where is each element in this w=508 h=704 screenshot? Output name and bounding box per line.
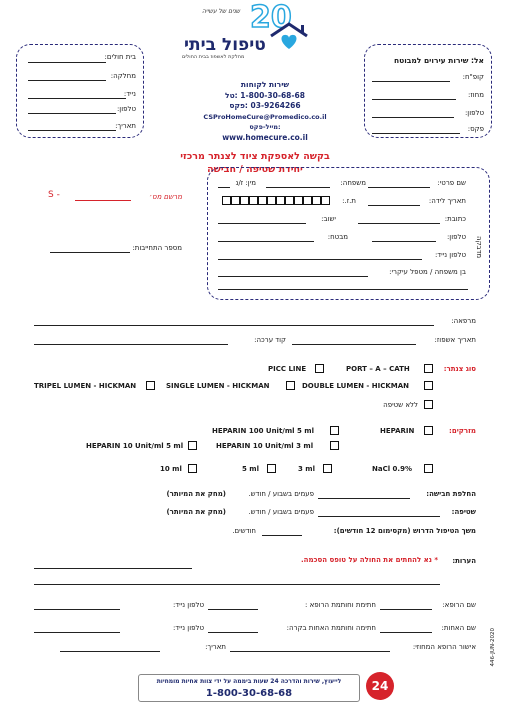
kit-code-label: קוד ערכה: [254, 336, 286, 344]
phone-label: טלפון: [116, 105, 136, 113]
no-flush-label: ללא שטיפה [383, 401, 418, 409]
first-name-label: שם פרטי: [437, 179, 466, 187]
contact-web: www.homecure.co.il [222, 132, 308, 142]
checkbox-10ml[interactable] [188, 464, 197, 473]
prescription-label: מרשם מס׳ [149, 193, 182, 201]
prescription-field[interactable] [75, 200, 131, 201]
id-label: ת.ז.: [342, 197, 356, 205]
catheter-label: סוג צנתר: [443, 365, 476, 373]
notes-field-1[interactable] [34, 568, 192, 569]
district-label: מחוז: [467, 91, 484, 99]
sign-date-label: תאריך: [205, 643, 226, 651]
department-label: מחלקה: [110, 72, 136, 80]
opt-port-label: PORT – A – CATH [346, 365, 410, 373]
duration-label: משך הטיפול הדרוש (מקסימום 12 חודשים): [333, 527, 476, 535]
last-name-label: משפחה: [340, 179, 366, 187]
dressing-field[interactable] [318, 498, 410, 499]
house-heart-icon [268, 22, 310, 52]
ml3-label: 3 ml [298, 465, 316, 473]
nurse-mobile-field[interactable] [34, 632, 120, 633]
checkbox-nacl[interactable] [424, 464, 433, 473]
first-name-field[interactable] [368, 187, 430, 188]
prescription-prefix: S - [48, 190, 60, 200]
admit-date-field[interactable] [292, 344, 416, 345]
doctor-mobile-label: טלפון נייד: [172, 601, 204, 609]
ml5-label: 5 ml [242, 465, 260, 473]
opt-tripel-label: TRIPEL LUMEN - HICKMAN [34, 382, 137, 390]
doctor-name-label: שם הרופא: [442, 601, 476, 609]
dressing-per-week: פעמים בשבוע / חודש. [248, 490, 314, 498]
heading-line1: בקשה לאספקת ציוד לצנתר מרכזי [180, 151, 330, 162]
checkbox-h100-5[interactable] [330, 426, 339, 435]
rb-phone-field[interactable] [372, 117, 454, 118]
brand-tagline: שנים של עשייה [202, 8, 241, 15]
pt-mobile-label: טלפון נייד: [434, 251, 466, 259]
extra-field[interactable] [218, 289, 468, 290]
footer-phone: 1-800-30-68-68 [205, 688, 293, 699]
family-field[interactable] [218, 276, 368, 277]
sign-date-field[interactable] [60, 651, 160, 652]
id-digit-boxes[interactable] [222, 196, 334, 205]
kupah-field[interactable] [372, 81, 450, 82]
mobile-field[interactable] [28, 98, 126, 99]
heading-line2: יחידת שטיפה / חבישה [207, 164, 303, 175]
checkbox-5ml[interactable] [267, 464, 276, 473]
checkbox-h10-5[interactable] [188, 441, 197, 450]
clinic-field[interactable] [34, 325, 434, 326]
h10-5-label: HEPARIN 10 Unit/ml 5 ml [86, 442, 184, 450]
checkbox-h10-3[interactable] [330, 441, 339, 450]
pt-phone-field[interactable] [372, 241, 436, 242]
nurse-sig-label: חתימה וחותמת האחות בקרה: [286, 624, 376, 632]
contact-fax: 03-9264266 :פקס [229, 101, 301, 110]
date-field[interactable] [28, 130, 116, 131]
commitment-field[interactable] [50, 252, 130, 253]
badge-24-icon [366, 672, 394, 700]
contact-phone: 1-800-30-68-68 :טל [225, 90, 305, 100]
form-code: 446-JUN-2020 [490, 628, 496, 667]
checkbox-port[interactable] [424, 364, 433, 373]
dob-label: תאריך לידה: [428, 197, 466, 205]
doctor-sig-label: חתימת וחותמת הרופא : [305, 601, 376, 609]
contact-title: שירות לקוחות [240, 80, 290, 89]
mobile-label: נייד: [123, 90, 136, 98]
brand-sub: מחלקת לאשפוז בבית החולים [182, 54, 245, 60]
nacl-label: NaCl 0.9% [372, 465, 412, 473]
contact-block [190, 80, 340, 143]
checkbox-no-flush[interactable] [424, 400, 433, 409]
checkbox-picc[interactable] [315, 364, 324, 373]
opt-single-label: SINGLE LUMEN - HICKMAN [166, 382, 270, 390]
kupah-label: קופ"ח: [462, 73, 484, 81]
recipient-title: אל: שירות עירוים למבוטח [393, 56, 484, 65]
rb-fax-label: פקס: [467, 125, 484, 133]
checkbox-heparin[interactable] [424, 426, 433, 435]
consent-warning: * נא להחתים את החולה על טופס הסכמה. [301, 556, 438, 564]
opt-double-label: DOUBLE LUMEN - HICKMAN [302, 382, 410, 390]
address-field[interactable] [358, 223, 440, 224]
checkbox-3ml[interactable] [323, 464, 332, 473]
opt-picc-label: PICC LINE [268, 365, 307, 373]
contact-email: CSProHomeCure@Promedico.co.il :מייל-פקס [203, 112, 327, 131]
district-field[interactable] [372, 99, 456, 100]
badge-24-label: 24 [371, 679, 389, 693]
checkbox-tripel[interactable] [146, 381, 155, 390]
flushing-label: שטיפה: [451, 508, 476, 516]
heparin-label: HEPARIN [380, 427, 415, 435]
dressing-label: החלפת חבישה: [426, 490, 476, 498]
notes-label: הערות: [452, 557, 476, 565]
sticker-label: מדבקה [475, 236, 483, 259]
city-field[interactable] [218, 223, 306, 224]
address-label: כתובת: [444, 215, 466, 223]
flushing-per-week: פעמים בשבוע / חודש. [248, 508, 314, 516]
footer-text: לייעוץ, שירות והדרכה 24 שעות ביממה על ידי צוות אחיות מומחיות [156, 678, 342, 685]
flushing-erase: (מחק את המיותר) [166, 508, 226, 516]
doctor-name-field[interactable] [380, 609, 432, 610]
nurse-mobile-label: טלפון נייד: [172, 624, 204, 632]
kit-code-field[interactable] [34, 344, 228, 345]
rb-phone-label: טלפון: [464, 109, 484, 117]
nurse-sig-field[interactable] [208, 632, 258, 633]
nurse-name-field[interactable] [380, 632, 432, 633]
brand-name: טיפול ביתי [184, 35, 266, 55]
date-label: תאריך: [115, 122, 136, 130]
pt-phone-label: טלפון: [446, 233, 466, 241]
brand-years: 20 [250, 0, 292, 35]
commitment-label: מספר התחייבות: [132, 244, 182, 252]
dressing-erase: (מחק את המיותר) [166, 490, 226, 498]
gender-field[interactable] [218, 187, 230, 188]
district-doctor-field[interactable] [230, 651, 390, 652]
department-field[interactable] [28, 80, 106, 81]
hospital-label: בית חולים: [104, 53, 136, 61]
hospital-field[interactable] [28, 62, 106, 63]
doctor-mobile-field[interactable] [34, 609, 120, 610]
months-label: חודשים. [232, 527, 256, 535]
clinic-label: מרפאה: [451, 317, 476, 325]
flushing-field[interactable] [318, 516, 440, 517]
nurse-name-label: שם האחות: [441, 624, 476, 632]
brand-logo [178, 2, 328, 60]
checkbox-double[interactable] [424, 381, 433, 390]
dob-field[interactable] [368, 205, 420, 206]
ml10-label: 10 ml [160, 465, 182, 473]
pt-mobile-field[interactable] [218, 259, 422, 260]
city-label: ישוב: [321, 215, 336, 223]
notes-field-2[interactable] [34, 584, 440, 585]
insurer-label: מבטח: [327, 233, 348, 241]
admit-date-label: תאריך אשפוז: [434, 336, 476, 344]
doctor-sig-field[interactable] [208, 609, 258, 610]
family-label: בן משפחה / מטפל עיקרי: [389, 268, 466, 276]
last-name-field[interactable] [266, 187, 330, 188]
h100-5-label: HEPARIN 100 Unit/ml 5 ml [212, 427, 314, 435]
h10-3-label: HEPARIN 10 Unit/ml 3 ml [216, 442, 314, 450]
phone-field[interactable] [28, 113, 116, 114]
rb-fax-field[interactable] [372, 133, 460, 134]
duration-field[interactable] [262, 535, 302, 536]
gender-label: מין: ז/נ [235, 179, 256, 187]
syringes-label: מזרקים: [449, 427, 476, 435]
checkbox-single[interactable] [286, 381, 295, 390]
insurer-field[interactable] [218, 241, 314, 242]
district-doctor-label: אישור הרופא המחוזי: [412, 643, 476, 651]
